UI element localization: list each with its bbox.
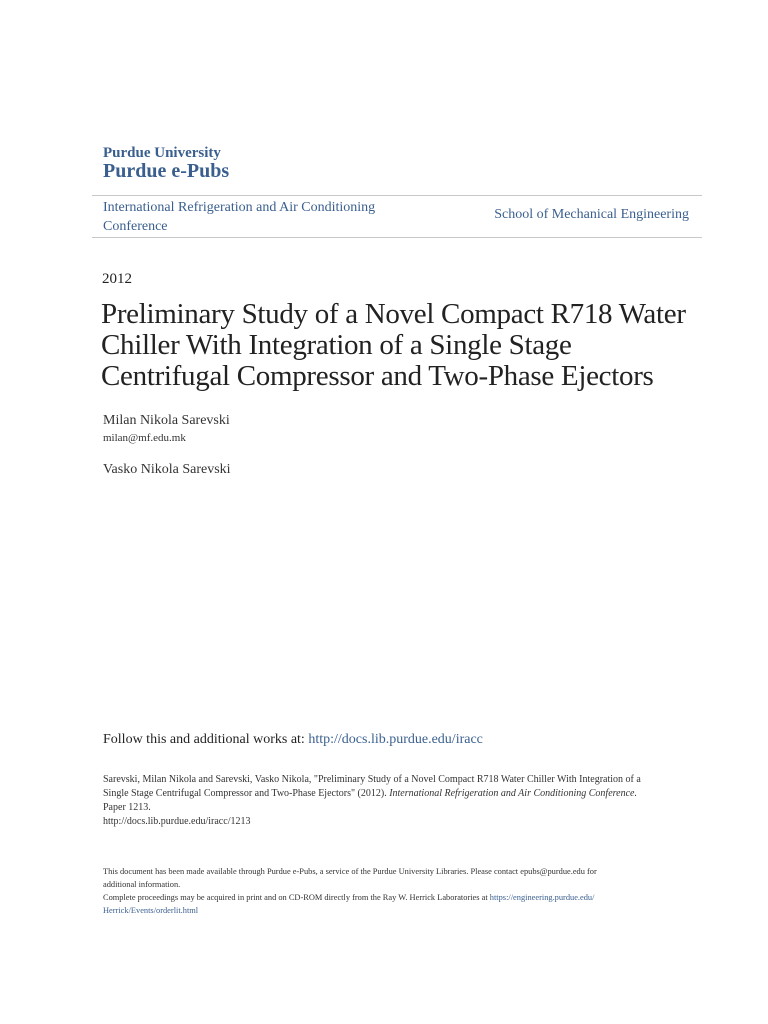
author-1-email: milan@mf.edu.mk bbox=[103, 432, 186, 444]
institution-name: Purdue University bbox=[103, 145, 221, 161]
citation-line-4: http://docs.lib.purdue.edu/iracc/1213 bbox=[103, 816, 251, 827]
notice-text: Complete proceedings may be acquired in print and on CD-ROM directly from the Ray W. Herrick Laboratories at bbox=[103, 893, 488, 902]
follow-url-link[interactable]: http://docs.lib.purdue.edu/iracc bbox=[308, 732, 483, 747]
follow-line bbox=[103, 732, 483, 748]
title-line-3: Centrifugal Compressor and Two-Phase Ejectors bbox=[101, 360, 654, 392]
bottom-divider bbox=[92, 237, 702, 238]
notice-line-1: This document has been made available through Purdue e-Pubs, a service of the Purdue University Libraries. Please contact epubs@purdue.edu for bbox=[103, 867, 597, 876]
notice-line-2: additional information. bbox=[103, 880, 181, 889]
citation-line-3: Paper 1213. bbox=[103, 802, 151, 813]
notice-line-3 bbox=[103, 891, 683, 904]
follow-label: Follow this and additional works at: bbox=[103, 732, 305, 747]
repository-name[interactable]: Purdue e-Pubs bbox=[103, 160, 230, 182]
availability-notice bbox=[103, 865, 683, 917]
citation-venue: International Refrigeration and Air Conditioning Conference. bbox=[389, 788, 637, 799]
conference-line-2: Conference bbox=[103, 219, 168, 234]
citation-line-1: Sarevski, Milan Nikola and Sarevski, Vasko Nikola, "Preliminary Study of a Novel Compact R718 Water Chiller With Integration of a bbox=[103, 774, 641, 785]
citation-line-2 bbox=[103, 787, 683, 801]
title-line-1: Preliminary Study of a Novel Compact R718 Water bbox=[101, 298, 686, 330]
herrick-link-part-2[interactable]: Herrick/Events/orderlit.html bbox=[103, 906, 199, 915]
author-2: Vasko Nikola Sarevski bbox=[103, 462, 231, 477]
department-link[interactable]: School of Mechanical Engineering bbox=[494, 207, 689, 222]
conference-series-link[interactable] bbox=[103, 198, 403, 236]
herrick-link-part-1[interactable]: https://engineering.purdue.edu/ bbox=[489, 893, 595, 902]
top-divider bbox=[92, 195, 702, 196]
author-1: Milan Nikola Sarevski bbox=[103, 413, 230, 428]
publication-year: 2012 bbox=[102, 271, 132, 287]
title-line-2: Chiller With Integration of a Single Stage bbox=[101, 329, 572, 361]
paper-title bbox=[101, 299, 701, 392]
notice-line-4 bbox=[103, 904, 683, 917]
citation-block bbox=[103, 773, 683, 829]
conference-line-1: International Refrigeration and Air Conditioning bbox=[103, 200, 376, 215]
citation-text: Single Stage Centrifugal Compressor and Two-Phase Ejectors" (2012). bbox=[103, 788, 387, 799]
